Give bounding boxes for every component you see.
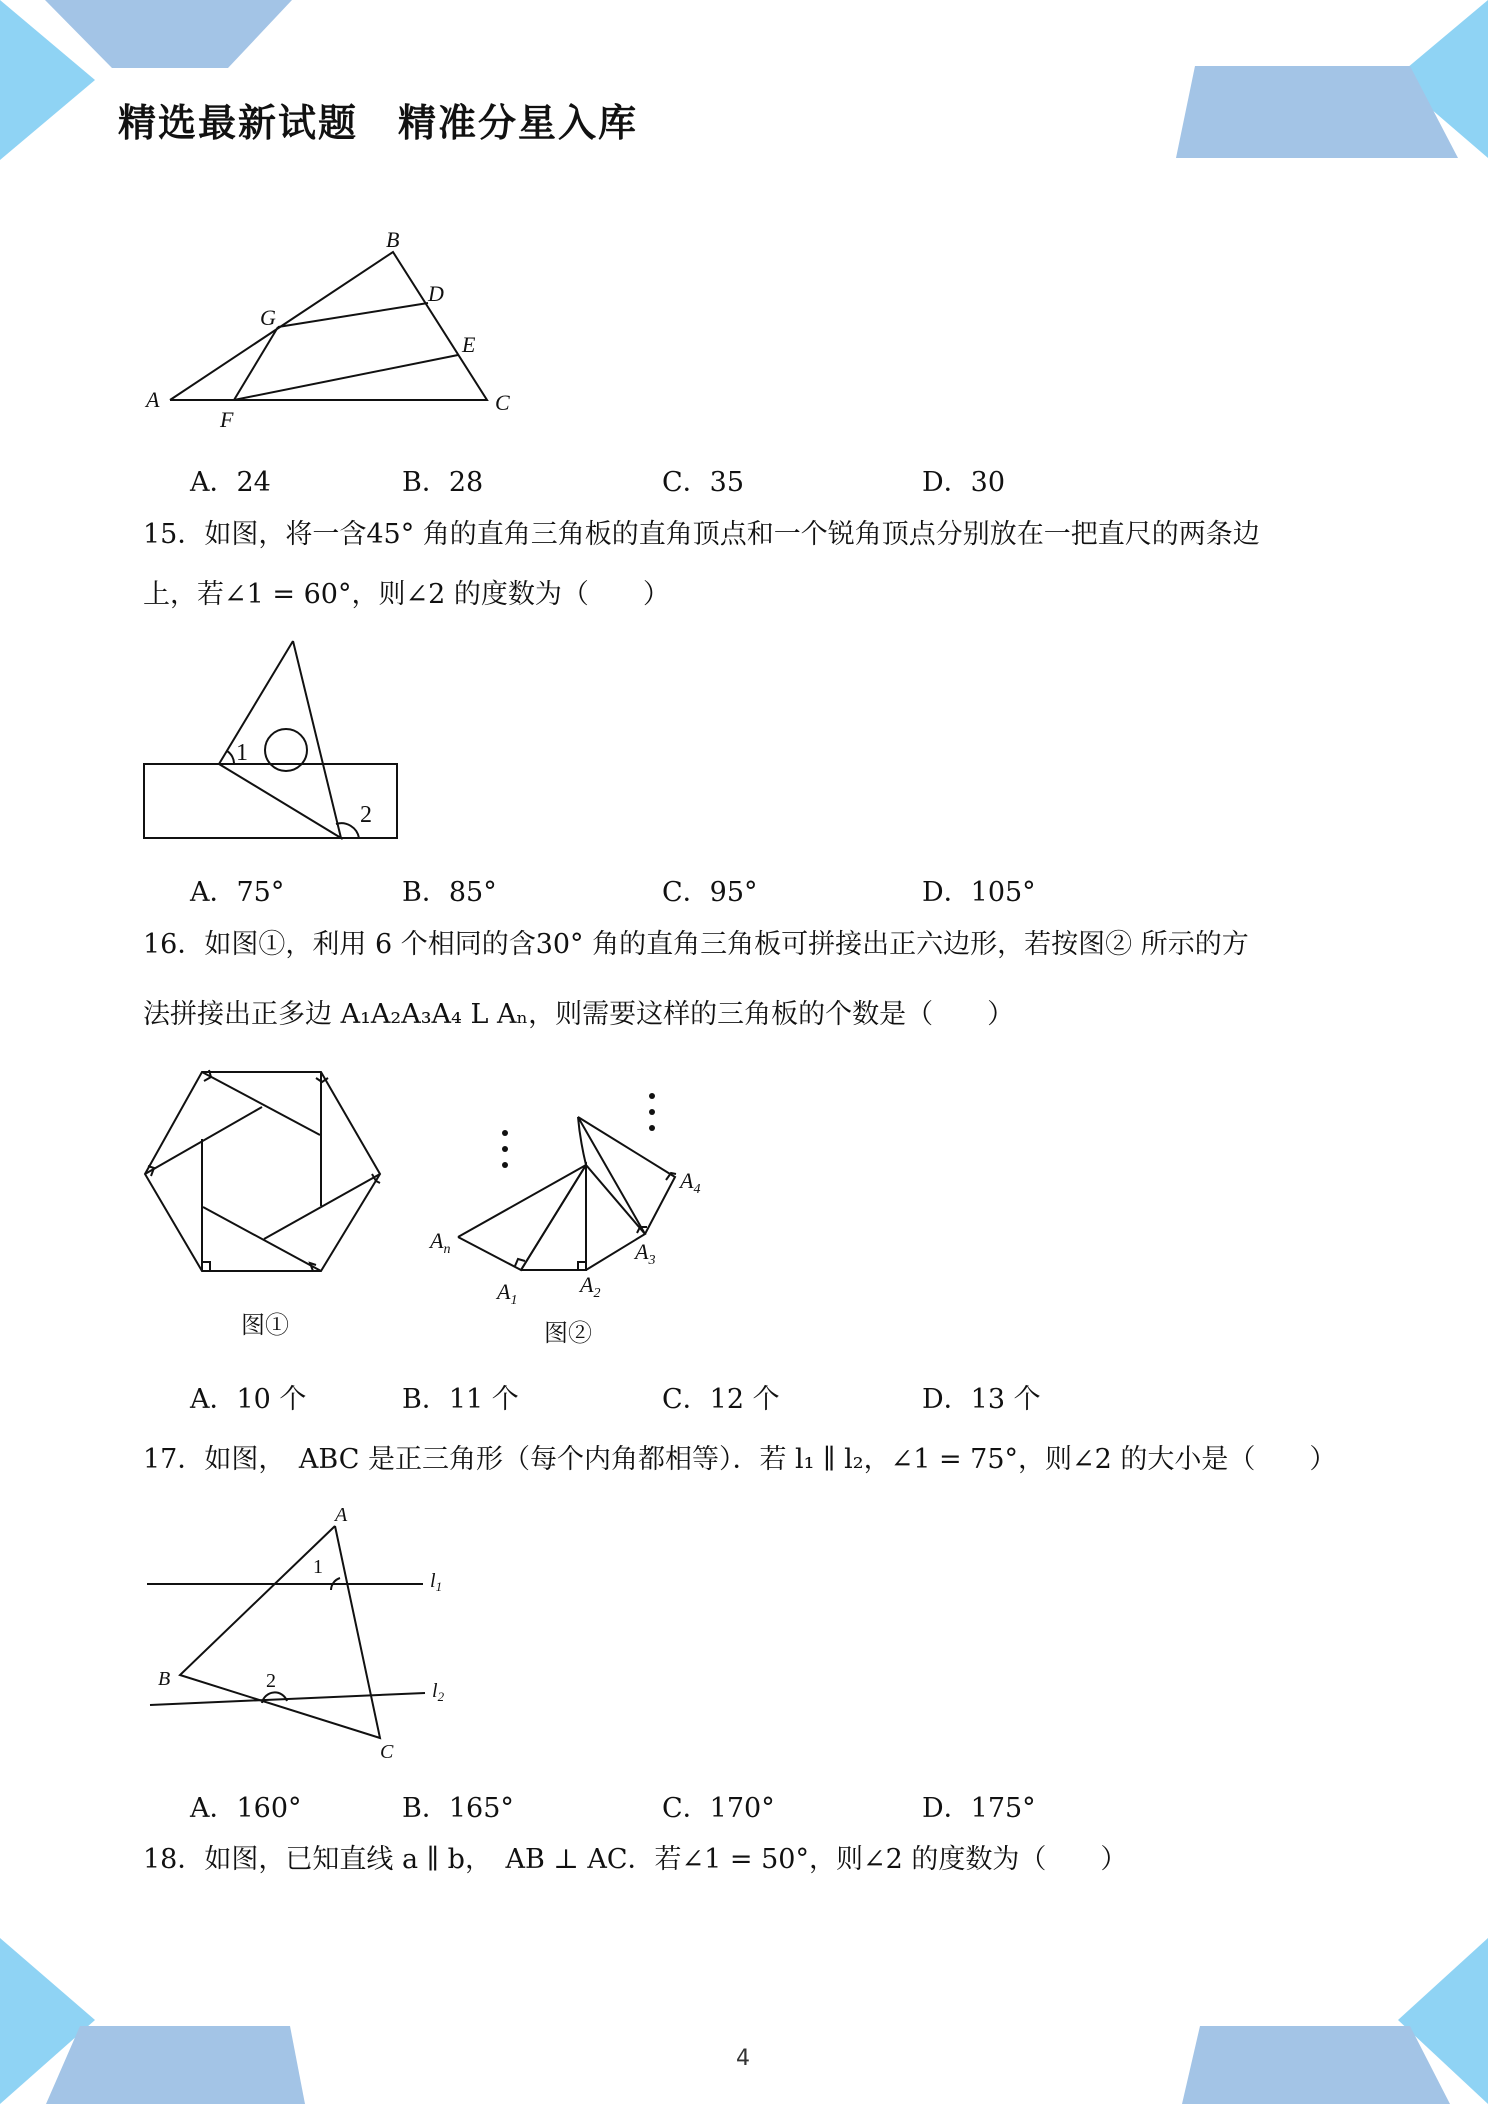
option-d[interactable]: D．13 个 bbox=[922, 1384, 1041, 1415]
label-g: G bbox=[260, 305, 276, 330]
question-16-line-1: 16．如图①，利用 6 个相同的含30° 角的直角三角板可拼接出正六边形，若按图② 所示的方 bbox=[143, 929, 1249, 960]
option-d[interactable]: D．105° bbox=[922, 877, 1036, 908]
option-a[interactable]: A．75° bbox=[190, 877, 285, 908]
page-number: 4 bbox=[736, 2046, 750, 2071]
label-a4: $A_4$ bbox=[680, 1168, 701, 1197]
question-17 bbox=[143, 1430, 1363, 1490]
question-18-line-1: 18．如图，已知直线 a ∥ b， AB ⊥ AC．若∠1 = 50°，则∠2 的度数为（ ） bbox=[143, 1844, 1128, 1875]
option-d[interactable]: D．175° bbox=[922, 1793, 1036, 1824]
option-c[interactable]: C．170° bbox=[662, 1793, 775, 1824]
triangle-abc bbox=[170, 252, 487, 400]
q17-figure bbox=[140, 1505, 460, 1770]
label-a: A bbox=[146, 387, 160, 412]
triangle-a3-a4 bbox=[578, 1117, 675, 1234]
header-title-right: 精准分星入库 bbox=[398, 101, 639, 145]
label-b: B bbox=[158, 1668, 171, 1690]
angle-1-arc bbox=[227, 751, 234, 764]
q17-options bbox=[190, 1786, 1290, 1822]
header-title bbox=[118, 92, 678, 147]
bottom-left-trapezoid bbox=[46, 2026, 305, 2104]
segment-fe bbox=[234, 355, 458, 400]
label-a2: $A_2$ bbox=[580, 1272, 601, 1301]
option-a[interactable]: A．10 个 bbox=[190, 1384, 307, 1415]
triangle-an-a1 bbox=[458, 1165, 586, 1270]
triangle-a1-a2 bbox=[521, 1165, 586, 1270]
top-right-trapezoid bbox=[1176, 66, 1458, 158]
header-title-left: 精选最新试题 bbox=[118, 101, 359, 145]
question-15 bbox=[143, 505, 1363, 625]
option-b[interactable]: B．11 个 bbox=[402, 1384, 519, 1415]
angle-1-label: 1 bbox=[236, 740, 248, 766]
option-b[interactable]: B．28 bbox=[402, 467, 484, 498]
q14-figure bbox=[140, 225, 530, 435]
label-c: C bbox=[380, 1741, 394, 1763]
label-c: C bbox=[495, 390, 510, 415]
label-l2: $l_2$ bbox=[432, 1680, 445, 1704]
option-c[interactable]: C．12 个 bbox=[662, 1384, 780, 1415]
option-b[interactable]: B．165° bbox=[402, 1793, 514, 1824]
hexagon bbox=[145, 1072, 380, 1271]
label-a1: $A_1$ bbox=[497, 1279, 518, 1308]
angle-1-label: 1 bbox=[313, 1556, 323, 1578]
line-l2 bbox=[150, 1693, 425, 1705]
label-a3: $A_3$ bbox=[635, 1239, 656, 1268]
segment-gd bbox=[278, 303, 428, 327]
label-l1: $l_1$ bbox=[430, 1570, 443, 1594]
q15-figure bbox=[140, 632, 410, 847]
bottom-right-trapezoid bbox=[1182, 2026, 1450, 2104]
segment-gf bbox=[234, 327, 278, 400]
q16-figure-1 bbox=[140, 1065, 390, 1285]
option-b[interactable]: B．85° bbox=[402, 877, 497, 908]
label-b: B bbox=[386, 227, 400, 252]
triangle-abc bbox=[180, 1526, 380, 1738]
label-d: D bbox=[428, 281, 444, 306]
option-d[interactable]: D．30 bbox=[922, 467, 1006, 498]
q16-options bbox=[190, 1377, 1290, 1413]
question-16 bbox=[143, 915, 1363, 1045]
q16-figure-2 bbox=[425, 1085, 725, 1315]
question-15-line-2: 上，若∠1 = 60°，则∠2 的度数为（ ） bbox=[143, 579, 670, 610]
figure-2-caption: 图② bbox=[544, 1319, 592, 1347]
question-15-line-1: 15．如图，将一含45° 角的直角三角板的直角顶点和一个锐角顶点分别放在一把直尺的两条边 bbox=[143, 519, 1260, 550]
option-a[interactable]: A．160° bbox=[190, 1793, 302, 1824]
option-c[interactable]: C．95° bbox=[662, 877, 758, 908]
question-16-line-2: 法拼接出正多边 A₁A₂A₃A₄ L Aₙ，则需要这样的三角板的个数是（ ） bbox=[143, 999, 1015, 1030]
top-left-trapezoid bbox=[45, 0, 292, 68]
figure-1-caption: 图① bbox=[241, 1311, 289, 1339]
label-a: A bbox=[335, 1505, 348, 1526]
label-an: $A_n$ bbox=[430, 1228, 451, 1257]
angle-2-label: 2 bbox=[360, 802, 372, 828]
label-e: E bbox=[462, 332, 476, 357]
angle-2-label: 2 bbox=[266, 1670, 276, 1692]
q14-options bbox=[190, 460, 1290, 496]
q15-options bbox=[190, 870, 1290, 906]
label-f: F bbox=[220, 407, 234, 432]
question-18 bbox=[143, 1830, 1363, 1890]
option-a[interactable]: A．24 bbox=[190, 467, 271, 498]
option-c[interactable]: C．35 bbox=[662, 467, 745, 498]
question-17-line-1: 17．如图， ABC 是正三角形（每个内角都相等）．若 l₁ ∥ l₂，∠1 = 75°，则∠2 的大小是（ ） bbox=[143, 1444, 1337, 1475]
